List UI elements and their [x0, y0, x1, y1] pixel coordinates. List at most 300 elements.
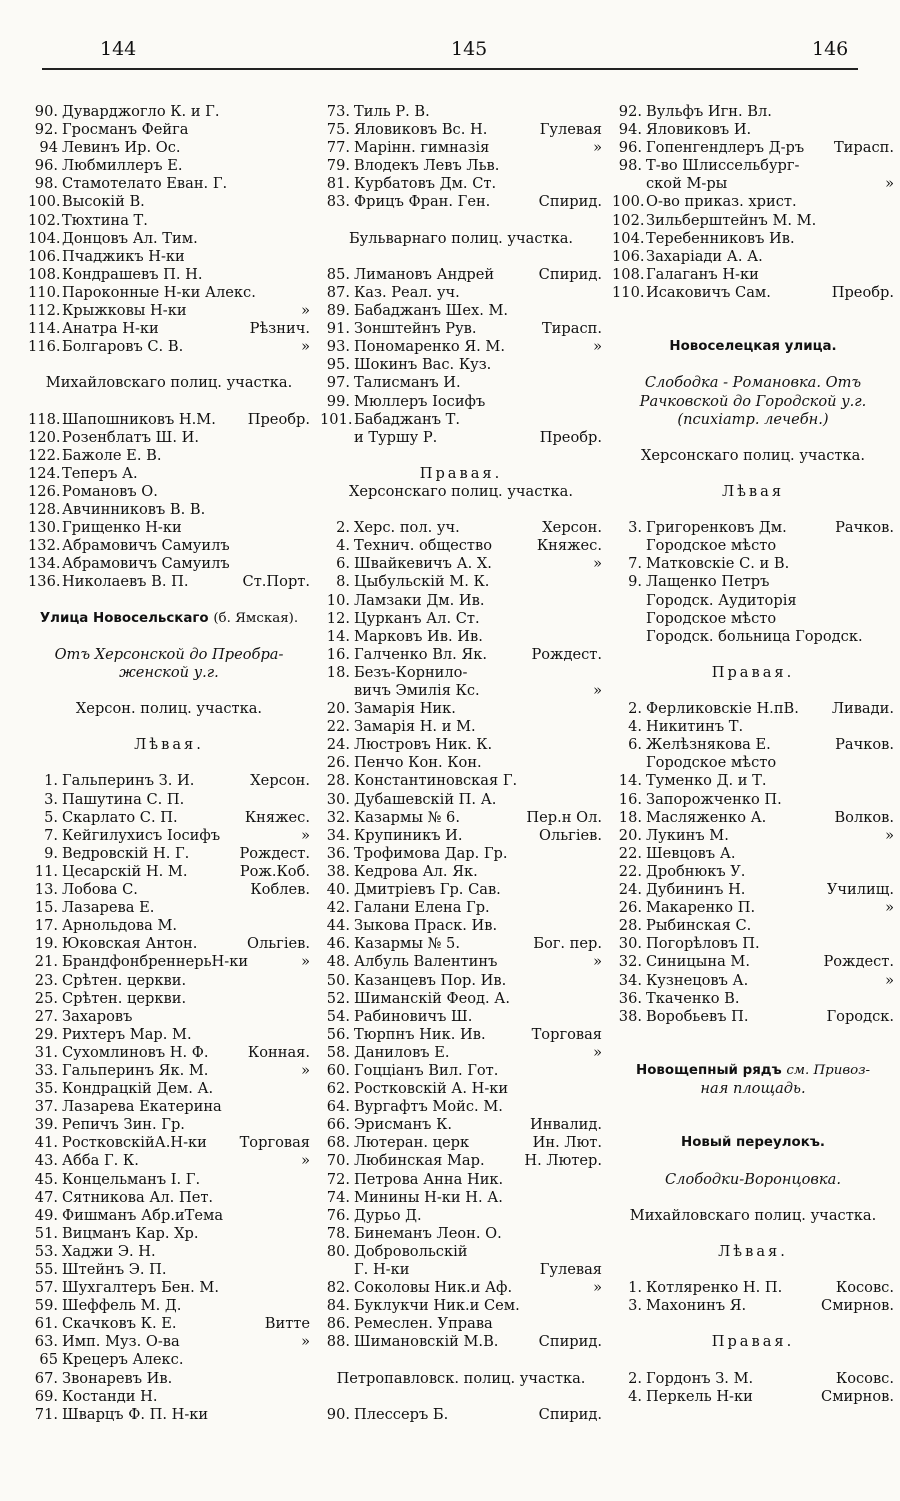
entry-name: Вицманъ Кар. Хр. [62, 1224, 199, 1242]
entry-name: Люстровъ Ник. К. [354, 736, 493, 754]
directory-entry [28, 519, 310, 537]
entry-number: 16. [618, 790, 642, 808]
entry-street: » [301, 953, 310, 971]
directory-entry [320, 990, 602, 1008]
entry-name: Костанди Н. [62, 1387, 158, 1405]
side-heading: Лѣвая [721, 482, 785, 500]
entry-street: Торговая [239, 1134, 310, 1152]
directory-entry [612, 230, 894, 248]
entry-number: 19. [34, 935, 58, 953]
entry-number: 3. [628, 519, 642, 537]
entry-number: 99. [326, 392, 350, 410]
entry-number: 22. [618, 862, 642, 880]
entry-street: » [593, 1043, 602, 1061]
entry-name: Кондрацкій Дем. А. [62, 1080, 214, 1098]
entry-street: Тирасп. [541, 320, 602, 338]
entry-name: Макаренко П. [646, 899, 756, 917]
directory-entry [320, 1297, 602, 1315]
entry-name: Добровольскій [354, 1242, 468, 1260]
entry-number: 79. [326, 157, 350, 175]
entry-number: 95. [326, 356, 350, 374]
directory-entry [612, 972, 894, 990]
entry-continuation [320, 1261, 602, 1279]
entry-number: 32. [618, 953, 642, 971]
entry-street: Косовс. [835, 1369, 894, 1387]
entry-name: Лобова С. [62, 881, 138, 899]
entry-name: Перкель Н-ки [646, 1387, 753, 1405]
entry-continuation [612, 175, 894, 193]
directory-entry [320, 1171, 602, 1189]
entry-name: Бабаджанъ Т. [354, 410, 461, 428]
street-heading [28, 610, 310, 628]
entry-name: Дубининъ Н. [646, 881, 746, 899]
entry-name: Тюрпнъ Ник. Ив. [354, 1025, 486, 1043]
entry-number: 41. [34, 1134, 58, 1152]
entry-name: Сухомлиновъ Н. Ф. [62, 1043, 209, 1061]
directory-entry [28, 809, 310, 827]
directory-entry [612, 1297, 894, 1315]
directory-entry [612, 1008, 894, 1026]
entry-name: Шварцъ Ф. П. Н-ки [62, 1405, 209, 1423]
entry-street: Городск. [826, 1007, 894, 1025]
directory-entry [28, 411, 310, 429]
directory-entry [28, 990, 310, 1008]
directory-entry [28, 212, 310, 230]
directory-entry [320, 736, 602, 754]
directory-entry [612, 772, 894, 790]
entry-name: Дуварджогло К. и Г. [62, 103, 220, 120]
entry-number: 44. [326, 917, 350, 935]
entry-name: Цыбульскій М. К. [354, 573, 490, 591]
directory-entry [28, 139, 310, 157]
directory-entry [28, 1207, 310, 1225]
entry-number: 118. [28, 410, 61, 428]
entry-number: 20. [326, 700, 350, 718]
entry-number: 72. [326, 1170, 350, 1188]
entry-street: Рождест. [823, 953, 894, 971]
entry-number: 2. [628, 1369, 642, 1387]
directory-entry [320, 1116, 602, 1134]
directory-entry [320, 1062, 602, 1080]
directory-entry [28, 899, 310, 917]
entry-number: 94 [39, 139, 58, 157]
directory-entry [612, 917, 894, 935]
street-range: Рачковской до Городской у.г. [639, 392, 867, 410]
entry-number: 100. [612, 193, 645, 211]
entry-number: 47. [34, 1188, 58, 1206]
entry-number: 132. [28, 537, 61, 555]
entries-block [612, 700, 894, 754]
entry-number: 14. [618, 772, 642, 790]
directory-entry [612, 863, 894, 881]
entry-text: Городское мѣсто [646, 754, 777, 772]
entry-number: 3. [628, 1297, 642, 1315]
directory-entry [28, 1044, 310, 1062]
entry-name: Абба Г. К. [62, 1152, 139, 1170]
entry-name: Пашутина С. П. [62, 790, 185, 808]
entry-number: 104. [612, 229, 645, 247]
side-heading: Лѣвая. [718, 1242, 788, 1260]
entry-name: Крецеръ Алекс. [62, 1351, 184, 1369]
directory-entry [28, 121, 310, 139]
section-heading: Михайловскаго полиц. участка. [45, 374, 293, 392]
entry-name: Штейнъ Э. П. [62, 1261, 167, 1278]
entry-number: 122. [28, 446, 61, 464]
entry-number: 49. [34, 1206, 58, 1224]
directory-entry [28, 1243, 310, 1261]
side-heading: Правая. [419, 464, 503, 482]
entry-name: Марінн. гимназія [354, 139, 490, 157]
directory-entry [320, 1152, 602, 1170]
entry-number: 92. [618, 103, 642, 120]
street-heading: Новый переулокъ. [680, 1135, 825, 1151]
directory-entry [28, 1098, 310, 1116]
entry-name: Дурьо Д. [354, 1206, 422, 1224]
entry-name: Анатра Н-ки [62, 320, 159, 338]
street-note-text: см. Привоз- [786, 1062, 871, 1078]
entry-name: Гальперинъ З. И. [62, 772, 195, 790]
directory-entry [28, 266, 310, 284]
section-heading: Херсонскаго полиц. участка. [349, 482, 573, 500]
entry-number: 31. [34, 1043, 58, 1061]
entries-block [320, 1279, 602, 1351]
directory-entry [320, 718, 602, 736]
entry-number: 36. [618, 989, 642, 1007]
directory-entry [320, 791, 602, 809]
entry-name: Плессеръ Б. [354, 1405, 449, 1423]
directory-entry [320, 1098, 602, 1116]
directory-entry [28, 1225, 310, 1243]
entry-continuation [320, 682, 602, 700]
entry-name: Туменко Д. и Т. [646, 772, 767, 790]
entry-name: Галченко Вл. Як. [354, 645, 488, 663]
entry-number: 130. [28, 519, 61, 537]
entry-number: 101. [320, 410, 353, 428]
directory-entry [612, 990, 894, 1008]
directory-entry [320, 1189, 602, 1207]
entry-number: 93. [326, 338, 350, 356]
entry-name: Захаровъ [62, 1007, 133, 1025]
entry-street: » [593, 555, 602, 573]
directory-entry [28, 1279, 310, 1297]
directory-entry [612, 736, 894, 754]
entry-number: 116. [28, 338, 61, 356]
entry-number: 20. [618, 826, 642, 844]
entry-number: 48. [326, 953, 350, 971]
entry-number: 96. [34, 157, 58, 175]
directory-entry [612, 791, 894, 809]
entry-number: 92. [34, 121, 58, 139]
entry-number: 1. [44, 772, 58, 790]
directory-entry [28, 1315, 310, 1333]
directory-entry [28, 863, 310, 881]
entry-name: Пароконные Н-ки Алекс. [62, 283, 256, 301]
entry-name: РостковскійА.Н-ки [62, 1134, 207, 1152]
directory-entry [612, 193, 894, 211]
entry-street: » [593, 953, 602, 971]
section-heading: Херсон. полиц. участка. [75, 700, 263, 718]
section-heading: Херсонскаго полиц. участка. [641, 446, 865, 464]
entry-number: 4. [628, 718, 642, 736]
directory-entry [28, 483, 310, 501]
entry-name: Пчаджикъ Н-ки [62, 247, 185, 265]
directory-entry [28, 1388, 310, 1406]
directory-entry [28, 1080, 310, 1098]
entry-number: 22. [326, 718, 350, 736]
entry-street: Смирнов. [821, 1297, 894, 1315]
directory-entry [320, 139, 602, 157]
entry-name: Константиновская Г. [354, 772, 518, 790]
entry-name: Любинская Мар. [354, 1152, 485, 1170]
entry-name: Замарія Н. и М. [354, 718, 476, 736]
directory-entry [28, 1116, 310, 1134]
entry-street: Пер.н Ол. [526, 808, 602, 826]
directory-entry [28, 845, 310, 863]
directory-entry [28, 1134, 310, 1152]
entry-name: Срѣтен. церкви. [62, 971, 187, 989]
entry-name: Яловиковъ И. [646, 121, 752, 139]
directory-entry [28, 537, 310, 555]
entry-name: Марковъ Ив. Ив. [354, 627, 483, 645]
entry-name: Лимановъ Андрей [354, 265, 495, 283]
entry-number: 63. [34, 1333, 58, 1351]
entry-name: Каз. Реал. уч. [354, 283, 460, 301]
column-1 [28, 103, 310, 1424]
entry-street: » [885, 175, 894, 193]
entry-number: 86. [326, 1315, 350, 1333]
entry-number: 56. [326, 1025, 350, 1043]
directory-entry [320, 700, 602, 718]
directory-entry [28, 1189, 310, 1207]
directory-entry [28, 1026, 310, 1044]
entry-number: 30. [618, 935, 642, 953]
directory-entry [320, 809, 602, 827]
entry-name: Гопенгендлеръ Д-ръ [646, 139, 805, 157]
entry-number: 97. [326, 374, 350, 392]
entry-number: 25. [34, 989, 58, 1007]
directory-entry [320, 863, 602, 881]
entry-name: Зыкова Праск. Ив. [354, 917, 498, 935]
directory-entry [320, 1044, 602, 1062]
entry-name: Трофимова Дар. Гр. [354, 844, 508, 862]
entry-number: 42. [326, 899, 350, 917]
entry-name: Тиль Р. В. [354, 103, 430, 120]
directory-entry [320, 1008, 602, 1026]
entry-number: 10. [326, 591, 350, 609]
directory-entry [28, 103, 310, 121]
entry-name: Зильберштейнъ М. М. [646, 211, 817, 229]
directory-entry [28, 1333, 310, 1351]
section-heading: Михайловскаго полиц. участка. [629, 1206, 877, 1224]
entry-name: Запорожченко П. [646, 790, 782, 808]
entry-name: Скарлато С. П. [62, 808, 178, 826]
entry-street: Гулевая [539, 1261, 602, 1278]
directory-entry [28, 429, 310, 447]
entry-street: » [593, 682, 602, 699]
entry-text: ской М-ры [646, 175, 728, 193]
entry-name: БрандфонбреннерьН-ки [62, 953, 249, 971]
entry-name: Галани Елена Гр. [354, 899, 490, 917]
entry-number: 88. [326, 1333, 350, 1351]
entry-number: 83. [326, 193, 350, 211]
entry-street: Тирасп. [833, 139, 894, 157]
entry-number: 120. [28, 428, 61, 446]
directory-entry [28, 1351, 310, 1369]
entry-street: » [301, 1061, 310, 1079]
directory-entry [612, 573, 894, 591]
entry-number: 112. [28, 302, 61, 320]
directory-entry [320, 1406, 602, 1424]
entry-name: Кузнецовъ А. [646, 971, 749, 989]
entry-name: Безъ-Корнило- [354, 663, 468, 681]
entry-name: Ростковскій А. Н-ки [354, 1080, 509, 1098]
directory-entry [28, 573, 310, 591]
entry-name: Рыбинская С. [646, 917, 752, 935]
entry-name: Желѣзнякова Е. [646, 736, 771, 754]
street-name: Новощепный рядъ [635, 1062, 782, 1078]
entry-number: 82. [326, 1279, 350, 1297]
directory-entry [320, 592, 602, 610]
entries-block [320, 700, 602, 1261]
entry-number: 28. [618, 917, 642, 935]
directory-entry [612, 103, 894, 121]
entry-number: 3. [44, 790, 58, 808]
entry-name: Любмиллеръ Е. [62, 157, 183, 175]
entry-name: Котляренко Н. П. [646, 1279, 783, 1297]
entry-number: 38. [326, 862, 350, 880]
entry-text: Городск. больница Городск. [646, 627, 863, 645]
entry-name: Шевцовъ А. [646, 844, 736, 862]
entry-name: Замарія Ник. [354, 700, 456, 718]
entry-street: » [301, 1333, 310, 1351]
entry-number: 29. [34, 1025, 58, 1043]
directory-entry [320, 284, 602, 302]
entry-street: Преобр. [831, 283, 894, 301]
entry-number: 6. [628, 736, 642, 754]
directory-entry [612, 827, 894, 845]
entry-street: Волков. [834, 808, 894, 826]
entry-number: 69. [34, 1387, 58, 1405]
entry-number: 108. [612, 265, 645, 283]
directory-entry [28, 302, 310, 320]
entry-name: Ведровскій Н. Г. [62, 844, 190, 862]
entry-name: Срѣтен. церкви. [62, 989, 187, 1007]
directory-entry [320, 827, 602, 845]
entry-number: 58. [326, 1043, 350, 1061]
directory-entry [28, 972, 310, 990]
entry-street: Княжес. [536, 537, 602, 555]
entry-text: Городское мѣсто [646, 609, 777, 627]
directory-entry [320, 1134, 602, 1152]
entry-number: 102. [612, 211, 645, 229]
entry-number: 54. [326, 1007, 350, 1025]
entry-name: Гордонъ З. М. [646, 1369, 754, 1387]
entry-number: 74. [326, 1188, 350, 1206]
street-range: женской у.г. [119, 663, 219, 681]
entry-name: Ламзаки Дм. Ив. [354, 591, 485, 609]
entry-name: Галаганъ Н-ки [646, 265, 759, 283]
entry-number: 73. [326, 103, 350, 120]
directory-entry [320, 157, 602, 175]
entries-block [28, 772, 310, 1423]
directory-entry [612, 953, 894, 971]
street-note [786, 1063, 870, 1078]
entry-number: 62. [326, 1080, 350, 1098]
directory-entry [320, 646, 602, 664]
directory-entry [320, 537, 602, 555]
entry-number: 34. [326, 826, 350, 844]
directory-entry [28, 791, 310, 809]
entry-number: 89. [326, 302, 350, 320]
entry-number: 9. [628, 573, 642, 591]
directory-entry [320, 935, 602, 953]
directory-entry [28, 1062, 310, 1080]
directory-entry [28, 157, 310, 175]
entry-street: Спирид. [538, 193, 602, 211]
entry-name: Исаковичъ Сам. [646, 283, 771, 301]
directory-entry [28, 1370, 310, 1388]
entry-number: 11. [34, 862, 58, 880]
entry-name: Теребенниковъ Ив. [646, 229, 795, 247]
entry-name: Дмитріевъ Гр. Сав. [354, 881, 501, 899]
entry-name: Шимановскій М.В. [354, 1333, 499, 1351]
entry-name: Албуль Валентинъ [354, 953, 498, 971]
entry-name: Шиманскій Феод. А. [354, 989, 510, 1007]
entry-name: Казанцевъ Пор. Ив. [354, 971, 507, 989]
directory-entry [612, 139, 894, 157]
entry-number: 22. [618, 844, 642, 862]
entry-name: Гоцціанъ Вил. Гот. [354, 1061, 499, 1079]
directory-entry [28, 248, 310, 266]
column-3 [612, 103, 894, 1406]
entry-street: » [301, 302, 310, 320]
entry-number: 8. [336, 573, 350, 591]
entry-street: Н. Лютер. [524, 1152, 602, 1170]
directory-entry [320, 1279, 602, 1297]
entry-street: Ст.Порт. [242, 573, 310, 591]
entry-street: Косовс. [835, 1279, 894, 1297]
entry-text: Г. Н-ки [354, 1261, 410, 1278]
directory-entry [612, 809, 894, 827]
entry-street: Рож.Коб. [239, 862, 310, 880]
entry-name: Цесарскій Н. М. [62, 862, 188, 880]
entry-name: Петрова Анна Ник. [354, 1170, 504, 1188]
entry-number: 98. [618, 157, 642, 175]
directory-entry [320, 519, 602, 537]
entry-number: 40. [326, 881, 350, 899]
entry-name: Бажоле Е. В. [62, 446, 162, 464]
entry-name: Шухгалтеръ Бен. М. [62, 1279, 220, 1297]
entry-street: » [593, 1279, 602, 1297]
entry-name: Теперъ А. [62, 464, 138, 482]
entry-number: 85. [326, 265, 350, 283]
side-heading: Правая. [711, 1333, 795, 1351]
entry-text: и Туршу Р. [354, 428, 438, 446]
entry-name: Ткаченко В. [646, 989, 740, 1007]
entry-number: 71. [34, 1405, 58, 1423]
entry-text: вичъ Эмилія Кс. [354, 682, 480, 699]
directory-entry [320, 754, 602, 772]
entry-name: Кейгилухисъ Іосифъ [62, 826, 221, 844]
entry-name: Абрамовичъ Самуилъ [62, 537, 230, 555]
entry-number: 87. [326, 283, 350, 301]
entry-number: 96. [618, 139, 642, 157]
entry-number: 128. [28, 501, 61, 519]
directory-entry [28, 935, 310, 953]
directory-entry [28, 320, 310, 338]
entry-number: 124. [28, 464, 61, 482]
entry-name: Тюхтина Т. [62, 211, 148, 229]
